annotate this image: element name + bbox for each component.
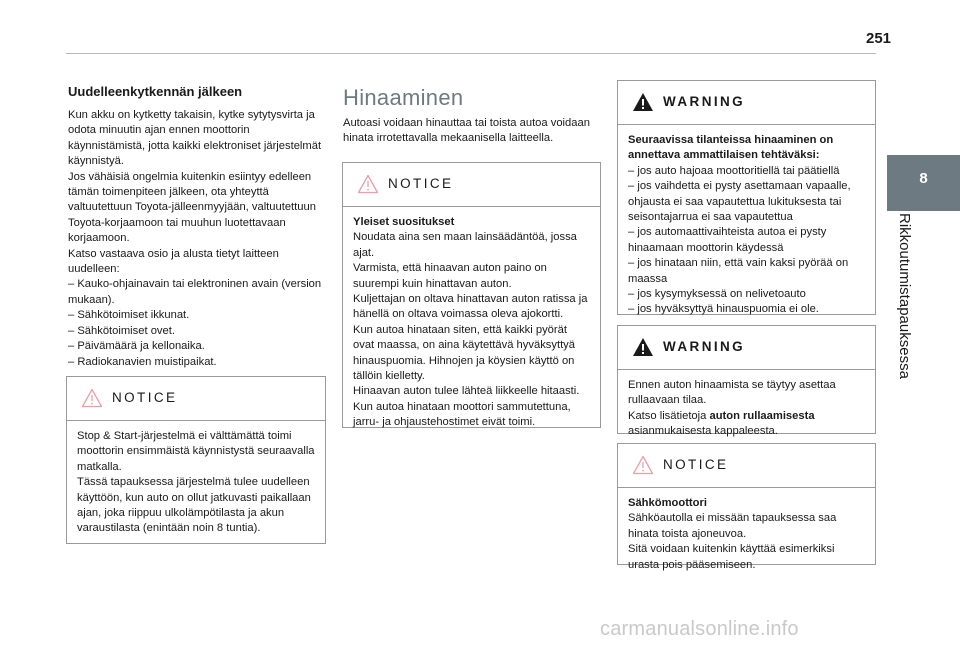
top-divider xyxy=(66,53,876,54)
page-title: Hinaaminen xyxy=(343,85,464,110)
notice-header xyxy=(67,377,325,421)
warning-header xyxy=(618,326,875,370)
warning-triangle-outline-icon xyxy=(81,388,103,408)
towing-intro: Autoasi voidaan hinauttaa tai toista autoa voidaan hinata irrotettavalla mekaanisella laitteella. xyxy=(343,117,590,145)
middle-column xyxy=(343,84,601,147)
warning-reference xyxy=(628,409,865,424)
reference-link[interactable]: auton rullaamisesta xyxy=(709,409,815,422)
page-number: 251 xyxy=(866,30,892,47)
reference-suffix: asianmukaisesta kappaleesta. xyxy=(628,425,778,438)
warning-box-professional xyxy=(617,80,876,315)
notice-label: NOTICE xyxy=(388,176,454,191)
chapter-tab[interactable] xyxy=(887,155,960,211)
warning-label: WARNING xyxy=(663,339,746,354)
notice-label: NOTICE xyxy=(112,390,178,405)
chapter-title: Rikkoutumistapauksessa xyxy=(896,213,913,379)
notice-box-stop-start xyxy=(66,376,326,544)
warning-box-freewheel xyxy=(617,325,876,438)
notice-body: Noudata aina sen maan lainsäädäntöä, jossa ajat. Varmista, että hinaavan auton paino on suurempi kuin hinattavan auton. Kuljettajan on oltava hinattavan auton ratissa ja hänellä on oltava voimassa oleva ajokortti. Kun autoa hinataan siten, että kaikki pyörät ovat maassa, on aina käytettävä hyväksyttyä hinauspuomia. Hihnojen ja köysien käyttö on tällöin kielletty. Hinaavan auton tulee lähteä liikkeelle hitaasti. Kun autoa hinataan moottori sammutettuna, jarru- ja ohjaustehostimet eivät toimi. xyxy=(353,231,588,429)
warning-body: – jos auto hajoaa moottoritiellä tai päätiellä – jos vaihdetta ei pysty asettamaan vapaalle, ohjausta ei saa vapautettua lukituksesta tai seisontajarrua ei saa vapautettua – jos automaattivaihteista autoa ei pysty hinaamaan moottorin käydessä – jos hinataan niin, että vain kaksi pyörää on maassa – jos kysymyksessä on nelivetoauto – jos hyväksyttyä hinauspuomia ei ole. xyxy=(628,164,851,316)
left-column xyxy=(68,84,326,370)
notice-box-electric xyxy=(617,443,876,571)
watermark: carmanualsonline.info xyxy=(600,618,799,640)
section-body: Kun akku on kytketty takaisin, kytke sytytysvirta ja odota minuutin ajan ennen moottorin käynnistämistä, jotta kaikki elektroniset järjestelmät käynnistyä. Jos vähäisiä ongelmia kuitenkin esiintyy edelleen tämän toimenpiteen jälkeen, ota yhteyttä valtuutettuun Toyota-jälleenmyyjään, valtuutettuun Toyota-korjaamoon tai muuhun luotettavaan korjaamoon. Katso vastaava osio ja alusta tietyt laitteen uudelleen: – Kauko-ohjainavain tai elektroninen avain (version mukaan). – Sähkötoimiset ikkunat. – Sähkötoimiset ovet. – Päivämäärä ja kellonaika. – Radiokanavien muistipaikat. xyxy=(68,109,322,368)
notice-header xyxy=(618,444,875,488)
reference-prefix: Katso lisätietoja xyxy=(628,409,710,422)
section-heading: Uudelleenkytkennän jälkeen xyxy=(68,84,243,99)
notice-body: Sähköautolla ei missään tapauksessa saa hinata toista ajoneuvoa. Sitä voidaan kuitenkin käyttää esimerkiksi urasta pois pääsemiseen. xyxy=(628,512,837,571)
warning-label: WARNING xyxy=(663,94,746,109)
notice-body: Stop & Start-järjestelmä ei välttämättä toimi moottorin ensimmäistä käynnistystä seuraavalla matkalla. Tässä tapauksessa järjestelmä tulee uudelleen käyttöön, kun auto on ollut jatkuvasti paikallaan ajan, joka riippuu ulkolämpötilasta ja akun varaustilasta (enintään noin 8 tuntia). xyxy=(77,430,315,535)
notice-box-general xyxy=(342,162,601,428)
notice-subtitle: Sähkömoottori xyxy=(628,497,707,509)
chapter-side-title xyxy=(893,213,915,453)
warning-header xyxy=(618,81,875,125)
warning-subtitle: Seuraavissa tilanteissa hinaaminen on annettava ammattilaisen tehtäväksi: xyxy=(628,134,834,162)
warning-triangle-outline-icon xyxy=(357,174,379,194)
chapter-number: 8 xyxy=(919,170,928,187)
notice-label: NOTICE xyxy=(663,457,729,472)
notice-subtitle: Yleiset suositukset xyxy=(353,216,455,228)
notice-header xyxy=(343,163,600,207)
warning-triangle-filled-icon xyxy=(632,337,654,357)
warning-triangle-outline-icon xyxy=(632,455,654,475)
warning-body: Ennen auton hinaamista se täytyy asettaa rullaavaan tilaa. xyxy=(628,379,836,407)
warning-triangle-filled-icon xyxy=(632,92,654,112)
